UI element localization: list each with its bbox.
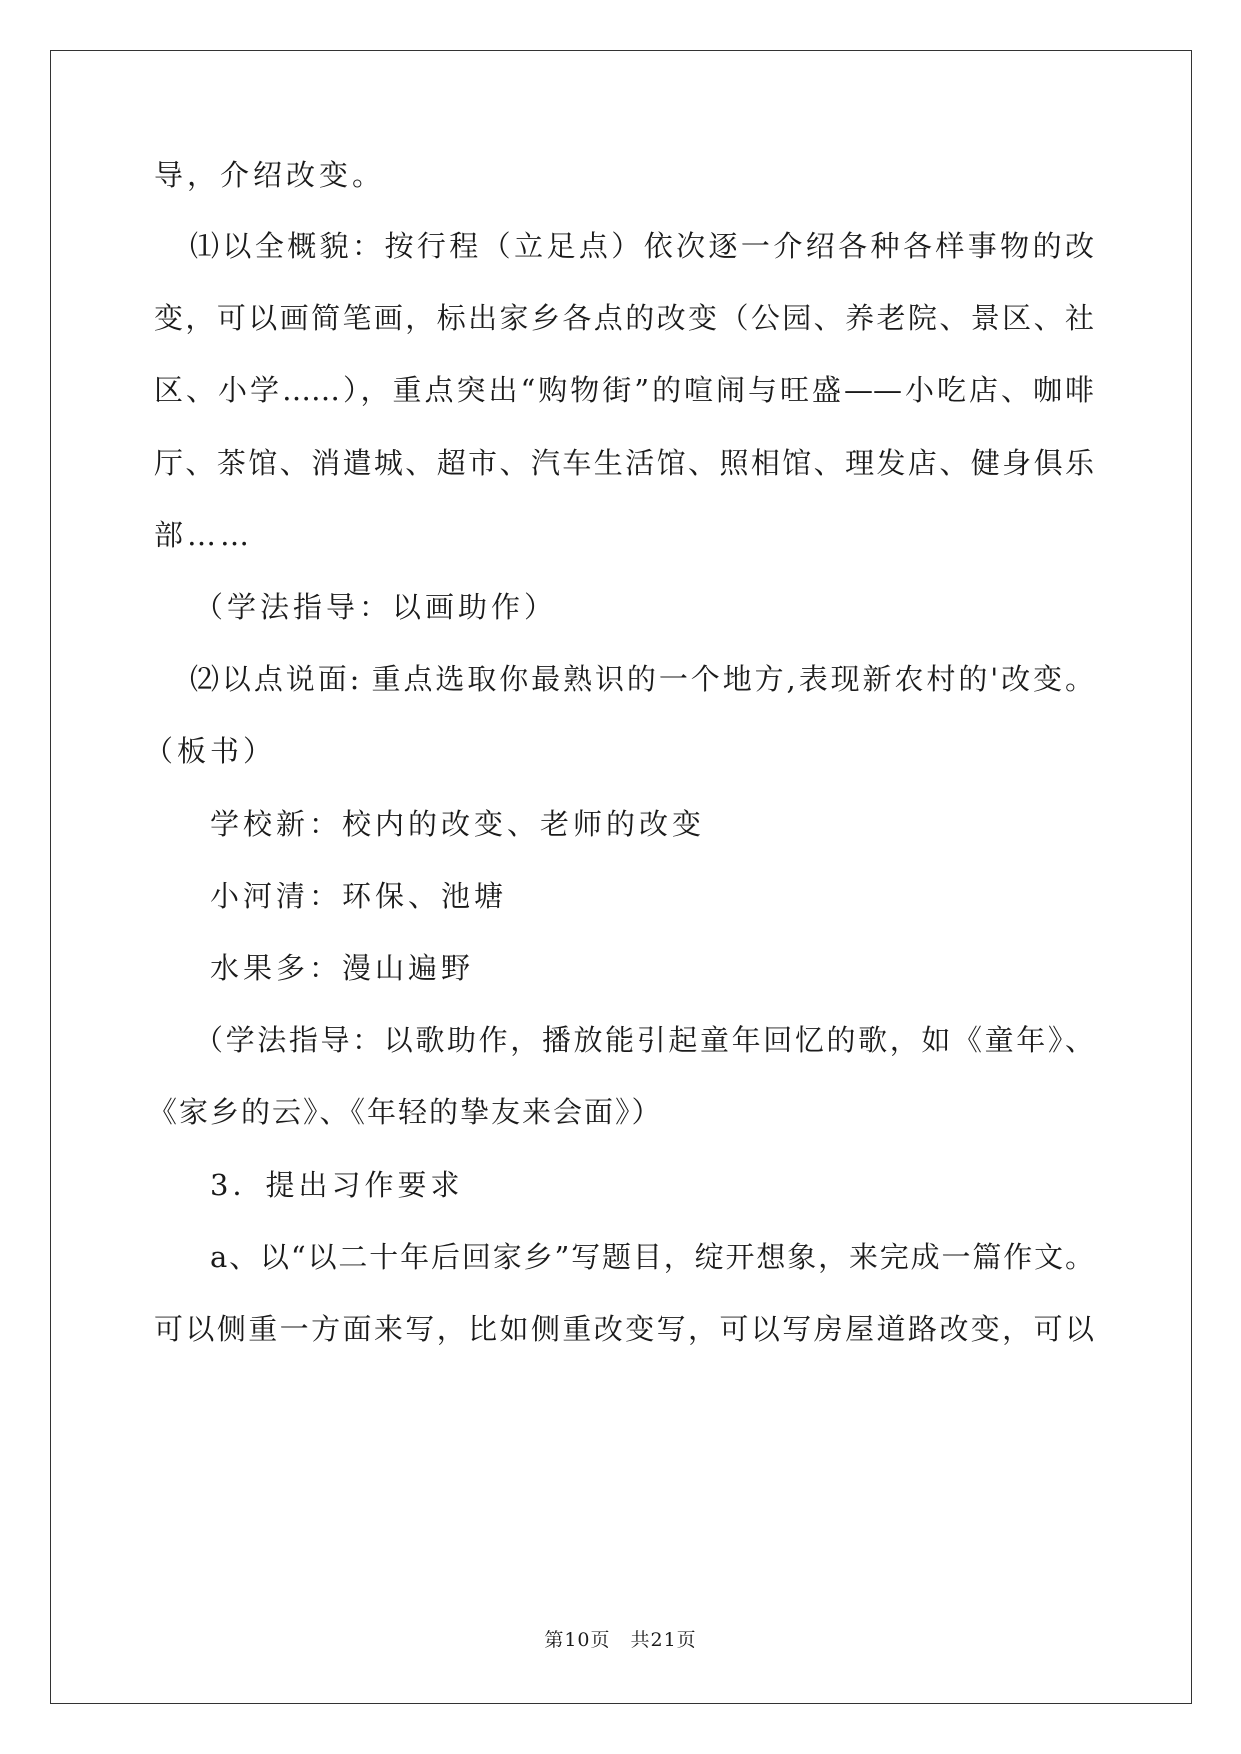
text-line: 可以侧重一方面来写，比如侧重改变写，可以写房屋道路改变，可以: [154, 1312, 1094, 1346]
text-line: 变，可以画简笔画，标出家乡各点的改变（公园、养老院、景区、社: [154, 301, 1094, 335]
text-line: 学校新：校内的改变、老师的改变: [210, 807, 706, 841]
text-line: 水果多：漫山遍野: [210, 951, 475, 985]
text-line: （学法指导：以画助作）: [194, 590, 558, 624]
text-line: 导，介绍改变。: [154, 158, 386, 192]
text-line: 小河清：环保、池塘: [210, 879, 508, 913]
text-line: ⑵以点说面: 重点选取你最熟识的一个地方,表现新农村的'改变。: [190, 662, 1094, 696]
text-line: ⑴以全概貌：按行程（立足点）依次逐一介绍各种各样事物的改: [190, 229, 1094, 263]
text-line: 部……: [154, 518, 254, 552]
text-line: （学法指导：以歌助作，播放能引起童年回忆的歌，如《童年》、: [194, 1023, 1094, 1057]
text-line: 区、小学……），重点突出“购物街”的喧闹与旺盛——小吃店、咖啡: [154, 373, 1094, 407]
text-line: 《家乡的云》、《年轻的挚友来会面》）: [148, 1095, 663, 1129]
text-line: 厅、茶馆、消遣城、超市、汽车生活馆、照相馆、理发店、健身俱乐: [154, 446, 1094, 480]
text-line: 3．提出习作要求: [210, 1168, 464, 1202]
text-line: a、以“以二十年后回家乡”写题目，绽开想象，来完成一篇作文。: [210, 1240, 1094, 1274]
page-number-footer: 第10页 共21页: [544, 1629, 697, 1651]
text-line: （板书）: [144, 734, 277, 768]
